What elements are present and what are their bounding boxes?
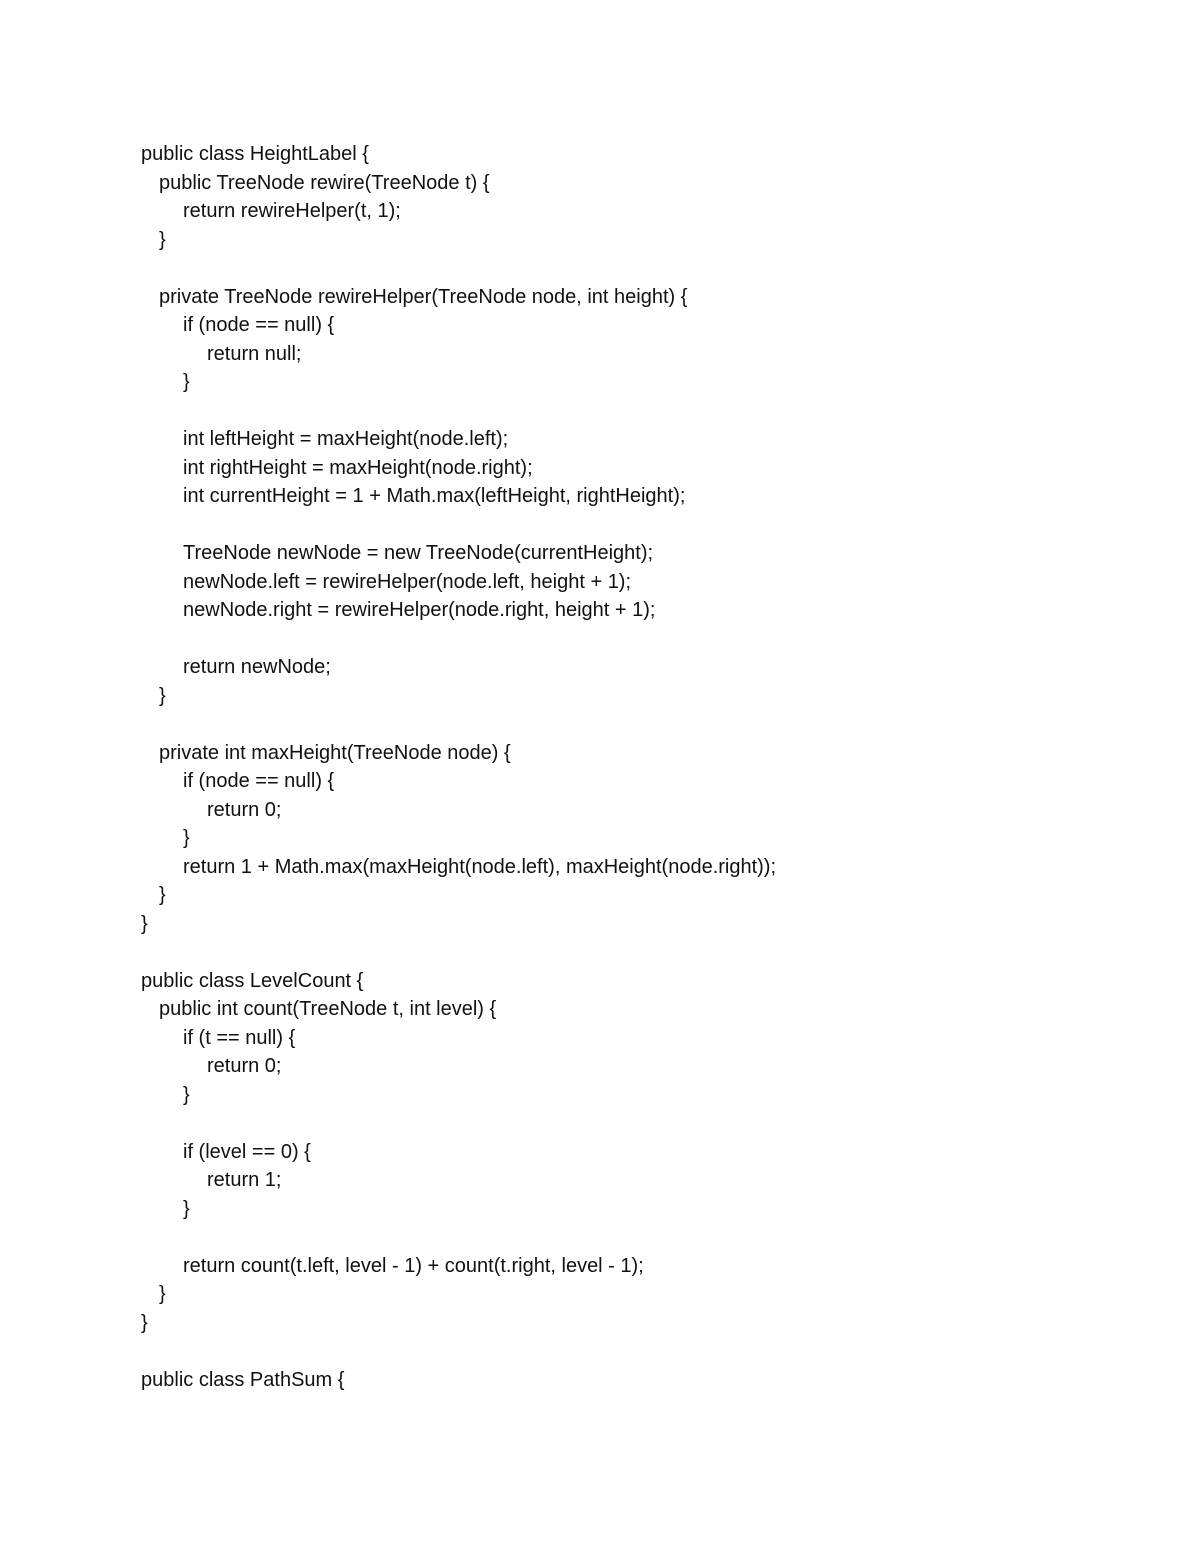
code-line: } — [183, 1083, 190, 1106]
code-line: return 0; — [207, 798, 282, 821]
code-line: if (level == 0) { — [183, 1140, 311, 1163]
code-line: } — [159, 1283, 166, 1305]
code-line: int rightHeight = maxHeight(node.right); — [183, 456, 533, 479]
code-line: } — [183, 1197, 190, 1220]
code-line: } — [159, 684, 166, 707]
code-line: private TreeNode rewireHelper(TreeNode node, int height) { — [159, 285, 688, 308]
code-line: return rewireHelper(t, 1); — [183, 200, 401, 222]
blank-line — [141, 254, 1141, 283]
blank-line — [141, 938, 1141, 967]
blank-line — [141, 397, 1141, 426]
code-line: } — [141, 1311, 148, 1334]
code-line: } — [159, 884, 166, 906]
blank-line — [141, 511, 1141, 540]
code-line: newNode.right = rewireHelper(node.right, height + 1); — [183, 599, 656, 621]
code-line: int currentHeight = 1 + Math.max(leftHeight, rightHeight); — [183, 485, 686, 507]
code-line: } — [141, 912, 148, 935]
code-line: public class LevelCount { — [141, 969, 364, 992]
code-line: } — [183, 827, 190, 849]
code-line: return null; — [207, 342, 302, 365]
code-line: } — [183, 371, 190, 393]
code-line: return 1; — [207, 1169, 282, 1191]
code-line: public class PathSum { — [141, 1368, 345, 1391]
code-block — [141, 140, 1141, 1394]
code-line: return 1 + Math.max(maxHeight(node.left), maxHeight(node.right)); — [183, 855, 777, 878]
code-line: TreeNode newNode = new TreeNode(currentHeight); — [183, 542, 654, 564]
blank-line — [141, 1223, 1141, 1252]
code-line: return 0; — [207, 1055, 282, 1077]
code-line: } — [159, 228, 166, 251]
blank-line — [141, 710, 1141, 739]
blank-line — [141, 1109, 1141, 1138]
code-line: if (node == null) { — [183, 314, 335, 336]
blank-line — [141, 1337, 1141, 1366]
code-line: public TreeNode rewire(TreeNode t) { — [159, 171, 490, 194]
code-line: if (node == null) { — [183, 770, 335, 792]
code-line: int leftHeight = maxHeight(node.left); — [183, 428, 509, 450]
code-line: return newNode; — [183, 656, 331, 678]
code-line: return count(t.left, level - 1) + count(t.right, level - 1); — [183, 1254, 644, 1277]
code-line: private int maxHeight(TreeNode node) { — [159, 741, 511, 764]
code-line: public class HeightLabel { — [141, 143, 369, 165]
code-line: if (t == null) { — [183, 1026, 296, 1049]
code-line: public int count(TreeNode t, int level) { — [159, 998, 497, 1020]
code-line: newNode.left = rewireHelper(node.left, height + 1); — [183, 570, 632, 593]
blank-line — [141, 625, 1141, 654]
